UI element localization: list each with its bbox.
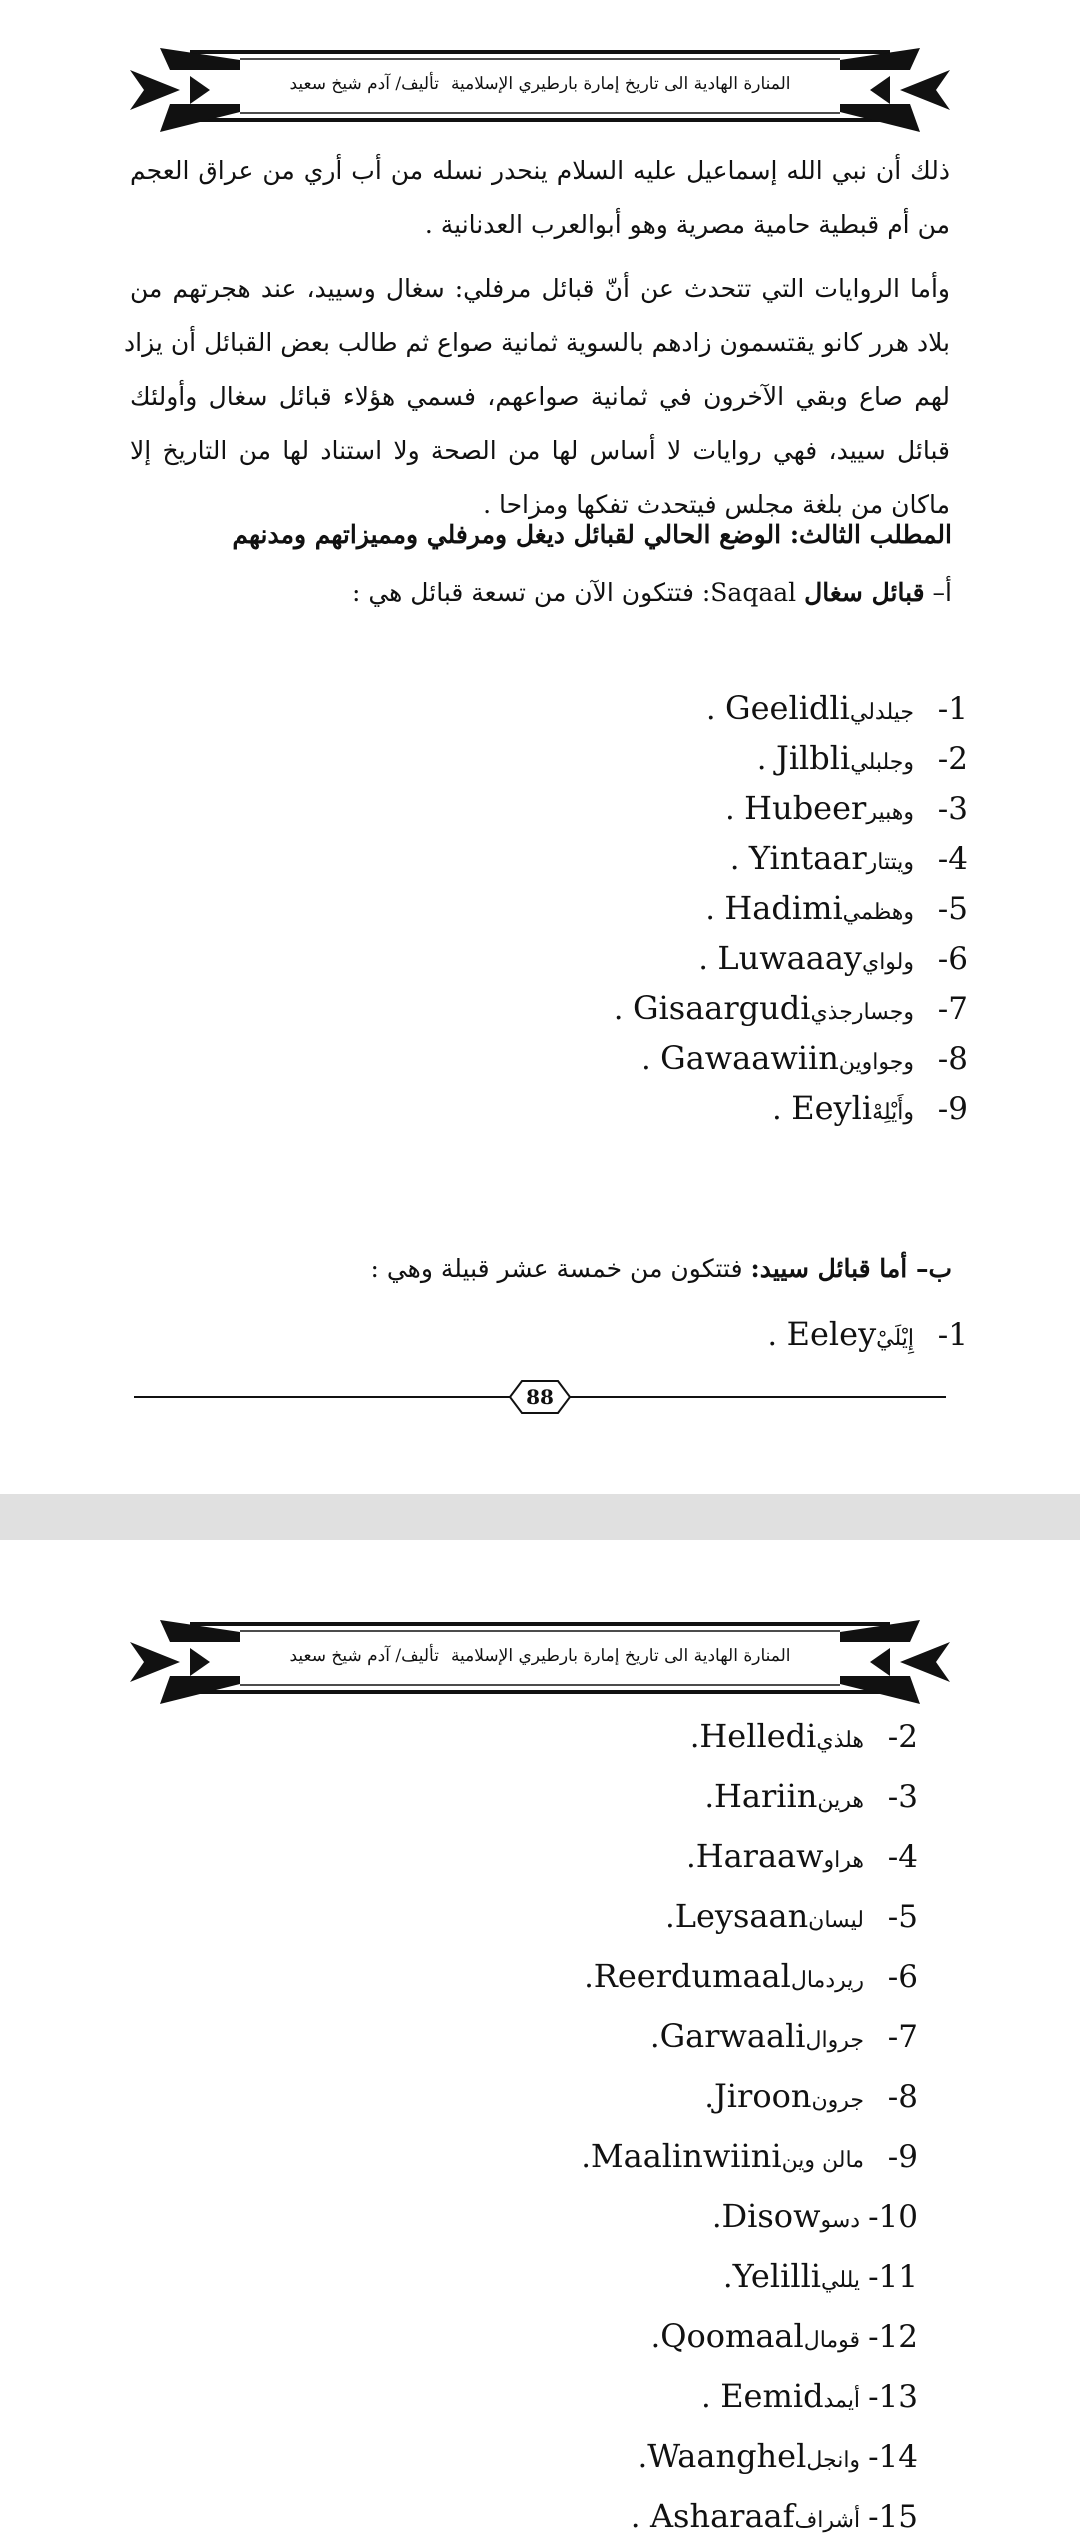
item-arabic-name: قومال — [803, 2328, 861, 2353]
item-end-mark: . — [711, 2200, 722, 2235]
item-end-mark: . — [729, 842, 749, 877]
item-number: 5- — [887, 1899, 918, 1935]
item-number: 7- — [887, 2019, 918, 2055]
list-item — [701, 2372, 918, 2420]
item-latin-name: Eeley — [786, 1315, 877, 1353]
author-credit: تأليف/ آدم شيخ سعيد — [289, 74, 439, 94]
item-latin-name: Geelidli — [725, 689, 850, 727]
text-line: لهم صاع وبقي الآخرون في ثمانية صواعهم، فسمي هؤلاء قبائل سغال وأولئك — [130, 382, 950, 411]
running-header — [270, 66, 810, 102]
list-item — [651, 2312, 918, 2360]
sub-a-rest: : فتتكون الآن من تسعة قبائل هي : — [351, 578, 711, 607]
page-number: 88 — [526, 1385, 554, 1409]
item-latin-name: Hariin — [714, 1777, 818, 1815]
item-arabic-name: هرين — [817, 1788, 864, 1813]
item-end-mark: . — [772, 1092, 792, 1127]
item-latin-name: Waanghel — [647, 2437, 807, 2475]
sub-b-rest: فتتكون من خمسة عشر قبيلة وهي : — [370, 1254, 743, 1283]
list-item — [631, 2492, 918, 2540]
item-number: 5- — [937, 891, 968, 927]
item-arabic-name: إِيْلَيْ — [876, 1326, 914, 1351]
item-latin-name: Yelilli — [732, 2257, 822, 2295]
item-number: 13- — [868, 2379, 918, 2415]
item-arabic-name: وانجل — [806, 2448, 861, 2473]
sub-a-prefix: أ– — [932, 578, 952, 607]
list-item — [690, 1712, 918, 1760]
list-item — [723, 2252, 918, 2300]
text-line: من أم قبطية حامية مصرية وهو أبوالعرب العدنانية . — [424, 210, 950, 239]
item-latin-name: Jilbli — [775, 739, 851, 777]
item-number: 15- — [868, 2499, 918, 2535]
item-end-mark: . — [767, 1318, 787, 1353]
list-item — [705, 884, 968, 932]
item-number: 7- — [937, 991, 968, 1027]
footer-rule-right — [570, 1396, 946, 1398]
item-number: 2- — [937, 741, 968, 777]
item-number: 1- — [937, 691, 968, 727]
list-item — [581, 2132, 918, 2180]
item-number: 6- — [887, 1959, 918, 1995]
item-arabic-name: مالن وين — [781, 2148, 864, 2173]
text-line: قبائل سييد، فهي روايات لا أساس لها من الصحة ولا استناد لها من التاريخ إلا — [130, 436, 950, 465]
item-end-mark: . — [637, 2440, 648, 2475]
subsection-b-intro — [370, 1254, 952, 1283]
item-end-mark: . — [705, 892, 725, 927]
item-arabic-name: وجلبلي — [850, 750, 914, 775]
item-arabic-name: هلذي — [816, 1728, 864, 1753]
item-number: 2- — [887, 1719, 918, 1755]
item-end-mark: . — [584, 1960, 594, 1995]
item-end-mark: . — [650, 2320, 661, 2355]
header-banner — [130, 30, 950, 140]
item-arabic-name: جروال — [805, 2028, 864, 2053]
item-number: 1- — [937, 1317, 968, 1353]
item-arabic-name: وهبير — [866, 800, 914, 825]
subsection-a-intro — [352, 578, 952, 607]
item-latin-name: Qoomaal — [660, 2317, 804, 2355]
item-arabic-name: جيلدلي — [849, 700, 914, 725]
item-arabic-name: ليسان — [808, 1908, 864, 1933]
list-item — [768, 1310, 968, 1358]
item-latin-name: Reerdumaal — [593, 1957, 791, 1995]
item-number: 6- — [937, 941, 968, 977]
item-latin-name: Hadimi — [724, 889, 843, 927]
header-banner — [130, 1602, 950, 1712]
item-end-mark: . — [689, 1720, 700, 1755]
item-end-mark: . — [698, 942, 718, 977]
item-end-mark: . — [701, 2380, 721, 2415]
book-title: المنارة الهادية الى تاريخ إمارة بارطيري الإسلامية — [450, 1646, 791, 1666]
item-latin-name: Hubeer — [744, 789, 867, 827]
text-line: ذلك أن نبي الله إسماعيل عليه السلام ينحدر نسله من أب أري من عراق العجم — [130, 156, 950, 185]
item-end-mark: . — [641, 1042, 661, 1077]
list-item — [772, 1084, 968, 1132]
text-line: وأما الروايات التي تتحدث عن أنّ قبائل مرفلي: سغال وسييد، عند هجرتهم من — [130, 274, 950, 303]
item-latin-name: Gisaargudi — [632, 989, 811, 1027]
item-end-mark: . — [686, 1840, 696, 1875]
item-latin-name: Yintaar — [748, 839, 867, 877]
item-end-mark: . — [723, 2260, 733, 2295]
text-line: ماكان من بلغة مجلس فيتحدث تفكها ومزاحا . — [483, 490, 950, 519]
item-end-mark: . — [650, 2020, 660, 2055]
item-end-mark: . — [630, 2500, 650, 2535]
item-number: 12- — [868, 2319, 918, 2355]
running-header — [270, 1638, 810, 1674]
intro-paragraph — [130, 144, 950, 252]
item-number: 11- — [868, 2259, 918, 2295]
item-number: 9- — [887, 2139, 918, 2175]
item-arabic-name: أشراف — [794, 2508, 861, 2533]
item-latin-name: Disow — [721, 2197, 821, 2235]
section-heading: المطلب الثالث: الوضع الحالي لقبائل ديغل ومرفلي ومميزاتهم ومدنهم — [232, 520, 952, 549]
item-end-mark: . — [725, 792, 745, 827]
item-end-mark: . — [613, 992, 633, 1027]
list-item — [698, 934, 968, 982]
list-item — [725, 784, 968, 832]
list-item — [650, 2012, 918, 2060]
item-end-mark: . — [704, 2080, 714, 2115]
page-separator — [0, 1494, 1080, 1540]
list-item — [584, 1952, 918, 2000]
footer-rule-left — [134, 1396, 510, 1398]
page-number-badge — [508, 1378, 572, 1416]
list-item — [730, 834, 968, 882]
item-arabic-name: وجواوين — [838, 1050, 914, 1075]
item-arabic-name: وجسارجذي — [810, 1000, 914, 1025]
book-title: المنارة الهادية الى تاريخ إمارة بارطيري الإسلامية — [450, 74, 791, 94]
item-end-mark: . — [705, 692, 726, 727]
item-arabic-name: أيمد — [823, 2388, 861, 2413]
item-latin-name: Luwaaay — [717, 939, 862, 977]
list-item — [614, 984, 968, 1032]
list-item — [704, 1772, 918, 1820]
item-end-mark: . — [665, 1900, 675, 1935]
item-end-mark: . — [704, 1780, 715, 1815]
item-number: 3- — [887, 1779, 918, 1815]
page-89 — [0, 1540, 1080, 2546]
item-arabic-name: جرون — [811, 2088, 864, 2113]
item-latin-name: Garwaali — [659, 2017, 806, 2055]
item-arabic-name: يللي — [821, 2268, 861, 2293]
item-arabic-name: ولواي — [861, 950, 914, 975]
item-end-mark: . — [756, 742, 776, 777]
narrations-paragraph — [124, 262, 950, 532]
item-latin-name: Eemid — [720, 2377, 824, 2415]
item-number: 8- — [937, 1041, 968, 1077]
item-latin-name: Eeyli — [791, 1089, 873, 1127]
list-item — [706, 684, 968, 732]
item-latin-name: Maalinwiini — [590, 2137, 782, 2175]
item-arabic-name: ويتتار — [866, 850, 914, 875]
sub-a-title: قبائل سغال — [804, 578, 925, 607]
item-latin-name: Leysaan — [674, 1897, 809, 1935]
list-item — [757, 734, 968, 782]
item-latin-name: Jiroon — [713, 2077, 812, 2115]
item-number: 9- — [937, 1091, 968, 1127]
list-item — [704, 2072, 918, 2120]
item-number: 10- — [868, 2199, 918, 2235]
item-arabic-name: ريردمال — [790, 1968, 864, 1993]
list-item — [641, 1034, 968, 1082]
item-latin-name: Helledi — [699, 1717, 817, 1755]
sub-b-title: ب– أما قبائل سييد: — [750, 1254, 952, 1283]
sub-a-latin: Saqaal — [710, 578, 797, 607]
list-item — [638, 2432, 918, 2480]
item-arabic-name: دسو — [820, 2208, 861, 2233]
item-end-mark: . — [581, 2140, 591, 2175]
item-number: 4- — [937, 841, 968, 877]
text-line: بلاد هرر كانو يقتسمون زادهم بالسوية ثمانية صواع ثم طالب بعض القبائل أن يزاد — [124, 328, 950, 357]
list-item — [712, 2192, 918, 2240]
item-number: 8- — [887, 2079, 918, 2115]
item-latin-name: Gawaawiin — [660, 1039, 839, 1077]
item-number: 4- — [887, 1839, 918, 1875]
item-arabic-name: وأَيْلِهْ — [872, 1100, 914, 1125]
list-item — [665, 1892, 918, 1940]
item-arabic-name: وهظمي — [842, 900, 914, 925]
author-credit: تأليف/ آدم شيخ سعيد — [289, 1646, 439, 1666]
item-number: 14- — [868, 2439, 918, 2475]
list-item — [686, 1832, 918, 1880]
item-number: 3- — [937, 791, 968, 827]
item-latin-name: Asharaaf — [649, 2497, 795, 2535]
item-arabic-name: هراو — [823, 1848, 864, 1873]
item-latin-name: Haraaw — [695, 1837, 824, 1875]
